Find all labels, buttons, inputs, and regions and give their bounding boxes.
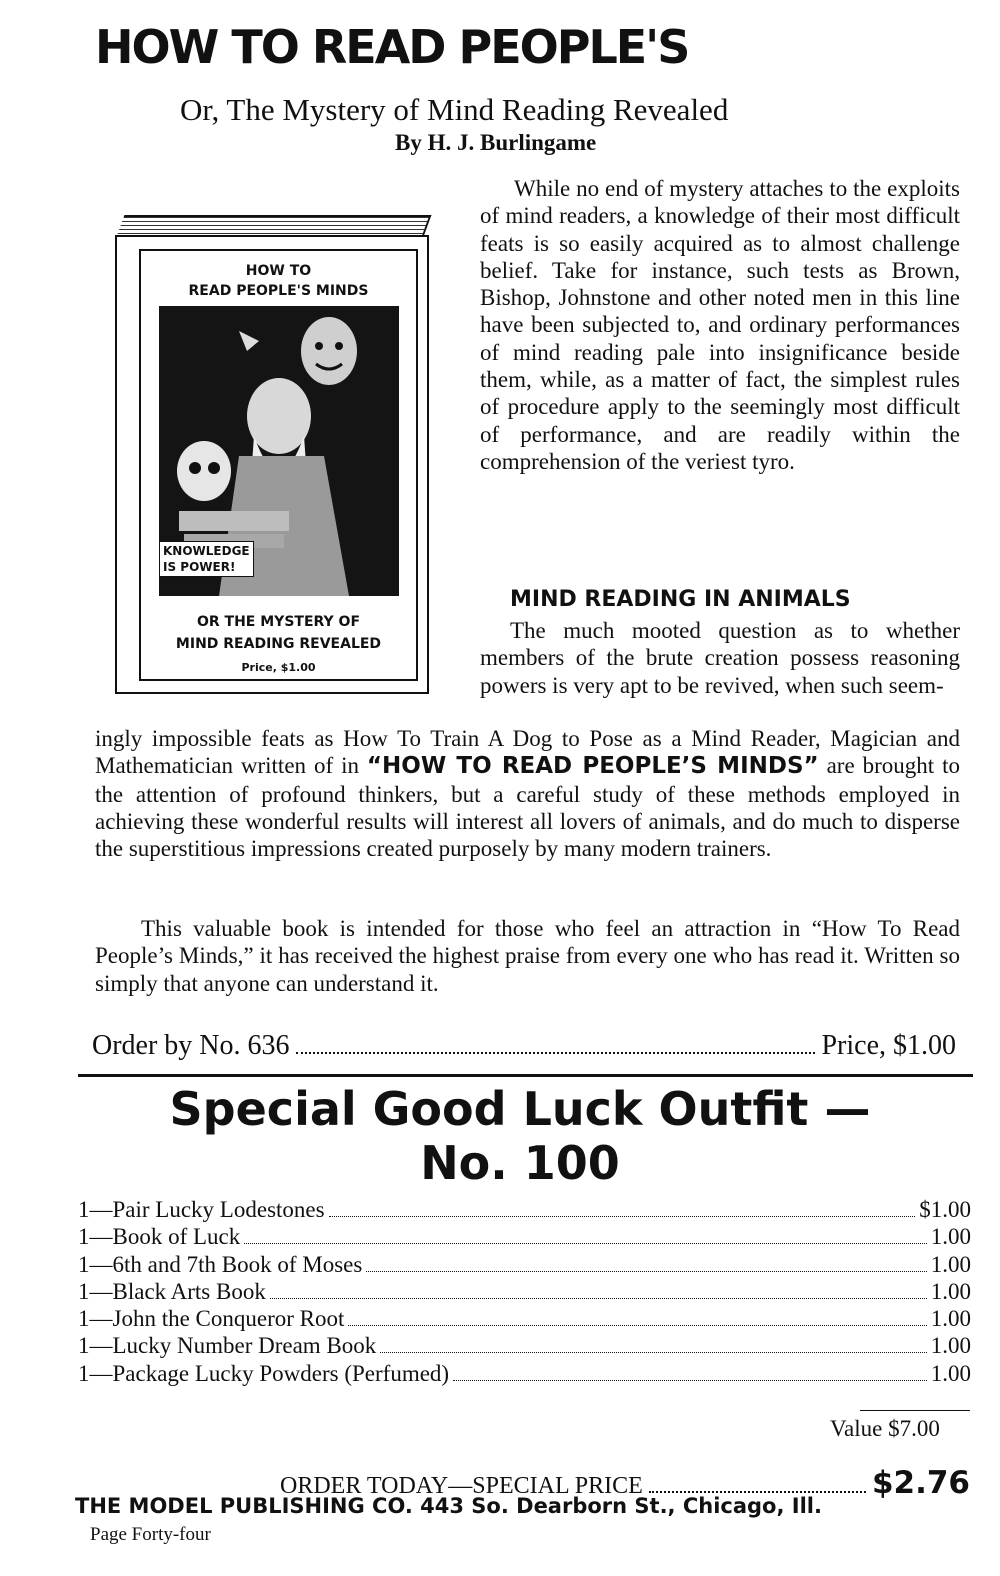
animals-text-a: ingly impossible feats as How To Train A Dog to Pose as a Mind Reader, Magician and Mathematician written of in [95, 726, 960, 779]
list-item [78, 1251, 971, 1278]
book-cover-subtitle [141, 611, 416, 655]
leader-dots [380, 1352, 926, 1353]
page-number: Page Forty-four [90, 1524, 211, 1545]
animals-paragraph-top: The much mooted question as to whether members of the brute creation possess reasoning powers is very apt to be revived, when such seem- [480, 618, 960, 698]
item-price: 1.00 [930, 1251, 971, 1277]
book-cover-price: Price, $1.00 [241, 661, 316, 674]
outfit-title [120, 1082, 920, 1190]
outfit-item-list [78, 1196, 971, 1387]
list-item [78, 1305, 971, 1332]
list-item [78, 1196, 971, 1223]
book-cover-title [141, 261, 416, 301]
total-rule [860, 1410, 970, 1411]
leader-dots [270, 1298, 927, 1299]
item-price: 1.00 [930, 1333, 971, 1359]
order-line [92, 1030, 956, 1062]
knowledge-banner [159, 541, 254, 577]
order-price: Price, $1.00 [821, 1030, 956, 1061]
list-item [78, 1278, 971, 1305]
intro-text: While no end of mystery attaches to the exploits of mind readers, a knowledge of their most difficult feats is so easily acquired as to almost challenge belief. Take for instance, such tests as Brown, Bishop, Johnstone and other noted men in this line have been subjected to, and ordinary performances of mind reading pale into insignificance beside them, while, as a matter of fact, the simplest rules of procedure apply to the seemingly most difficult of performance, and are readily within the comprehension of the veriest tyro. [480, 176, 960, 474]
item-price: 1.00 [930, 1306, 971, 1332]
animals-text-b: are brought to the attention of profound thinkers, but a careful study of these methods employed in achieving these wonderful results will interest all lovers of animals, and do much to disperse the superstitious impressions created purposely by many modern trainers. [95, 753, 960, 862]
leader-dots [453, 1380, 927, 1381]
leader-dots [296, 1052, 816, 1054]
list-item [78, 1332, 971, 1359]
banner-line1: KNOWLEDGE [163, 544, 250, 558]
item-price: $1.00 [919, 1197, 971, 1222]
wizard-head-icon [247, 378, 311, 454]
item-label: 1—6th and 7th Book of Moses [78, 1251, 363, 1277]
intro-paragraph [480, 175, 960, 475]
section-divider [78, 1074, 973, 1077]
skull-icon [177, 441, 231, 501]
banner-line2: IS POWER! [163, 560, 236, 574]
special-price: $2.76 [871, 1465, 970, 1501]
book-illustration [105, 210, 435, 690]
leader-dots [348, 1325, 926, 1326]
book-cover-sub-line1: OR THE MYSTERY OF [196, 614, 361, 630]
special-price-label: ORDER TODAY—SPECIAL PRICE [280, 1473, 643, 1499]
total-value: Value $7.00 [830, 1416, 940, 1441]
item-label: 1—Lucky Number Dream Book [78, 1333, 377, 1359]
item-label: 1—Package Lucky Powders (Perfumed) [78, 1360, 450, 1386]
author-byline: By H. J. Burlingame [395, 130, 597, 155]
section-heading: MIND READING IN ANIMALS [510, 587, 851, 612]
devil-face-icon [301, 317, 357, 385]
item-price: 1.00 [930, 1360, 971, 1386]
item-label: 1—Black Arts Book [78, 1278, 266, 1304]
book-cover [115, 235, 429, 694]
book-stack-icon [179, 511, 289, 531]
item-label: 1—John the Conqueror Root [78, 1306, 345, 1332]
leader-dots [244, 1243, 926, 1244]
book-cover-title-line2: READ PEOPLE'S MINDS [188, 283, 369, 299]
item-label: 1—Book of Luck [78, 1224, 241, 1250]
item-price: 1.00 [930, 1224, 971, 1250]
book-cover-frame [139, 249, 418, 681]
book-cover-title-line1: HOW TO [245, 263, 312, 279]
book-title-mention: “HOW TO READ PEOPLE’S MINDS” [366, 753, 819, 780]
publisher-address: THE MODEL PUBLISHING CO. 443 So. Dearborn St., Chicago, Ill. [75, 1494, 822, 1518]
outfit-title-line1: Special Good Luck Outfit — [169, 1082, 871, 1136]
leader-dots [649, 1491, 866, 1493]
book-cover-sub-line2: MIND READING REVEALED [175, 636, 382, 652]
item-label: 1—Pair Lucky Lodestones [78, 1197, 325, 1222]
cover-engraving [159, 306, 399, 596]
leader-dots [366, 1271, 926, 1272]
item-price: 1.00 [930, 1278, 971, 1304]
page-subtitle: Or, The Mystery of Mind Reading Revealed [180, 92, 729, 127]
leader-dots [329, 1216, 916, 1217]
list-item [78, 1360, 971, 1387]
page-title: HOW TO READ PEOPLE'S [95, 20, 689, 74]
description-paragraph: This valuable book is intended for those who feel an attraction in “How To Read People’s Minds,” it has received the highest praise from every one who has read it. Written so simply that anyone can understand it. [95, 916, 960, 996]
outfit-title-line2: No. 100 [420, 1136, 620, 1190]
list-item [78, 1223, 971, 1250]
order-number: Order by No. 636 [92, 1030, 290, 1061]
animals-paragraph-bottom [95, 725, 960, 862]
